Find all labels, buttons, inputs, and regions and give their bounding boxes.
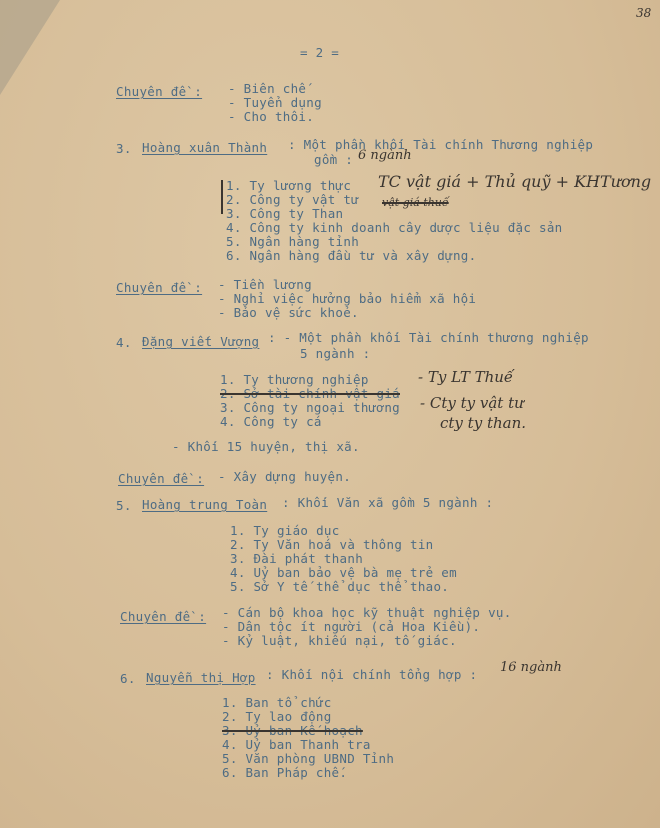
topic-label: Chuyên đề : <box>120 609 207 624</box>
handwritten-note: cty ty than. <box>440 414 527 432</box>
list-item: 5. Ngân hàng tỉnh <box>226 234 360 249</box>
topic-label: Chuyên đề : <box>116 280 203 295</box>
topic-label: Chuyên đề : <box>116 84 203 99</box>
section-number: 5. <box>116 498 132 513</box>
page-mark: = 2 = <box>300 45 340 60</box>
list-item: 4. Uỷ ban Thanh tra <box>222 737 371 752</box>
topic-item: - Tuyển dụng <box>228 95 322 110</box>
section-description: : Khối nội chính tổng hợp : <box>266 667 478 682</box>
margin-bar <box>221 180 223 214</box>
list-item: 3. Công ty ngoại thương <box>220 400 400 415</box>
list-item: 4. Uỷ ban bảo vệ bà mẹ trẻ em <box>230 565 457 580</box>
list-item-struck: 2. Sở tài chính vật giá <box>220 386 400 401</box>
list-item: 6. Ngân hàng đầu tư và xây dựng. <box>226 248 477 263</box>
person-name: Hoàng trung Toàn <box>142 497 268 512</box>
list-item: 1. Ban tổ chức <box>222 695 332 710</box>
person-name: Hoàng xuân Thành <box>142 140 268 155</box>
list-item: 4. Công ty kinh doanh cây dược liệu đặc sản <box>226 220 563 235</box>
handwritten-note: - Ty LT Thuế <box>418 368 514 386</box>
section-description: : Một phần khối Tài chính Thương nghiệp <box>288 137 594 152</box>
handwritten-count: 16 ngành <box>500 660 562 675</box>
person-name: Đặng viết Vượng <box>142 334 260 349</box>
section-extra: - Khối 15 huyện, thị xã. <box>172 439 360 454</box>
list-item-struck: 3. Uỷ ban Kế hoạch <box>222 723 363 738</box>
page-number-handwritten: 38 <box>636 6 652 20</box>
section-number: 6. <box>120 671 136 686</box>
topic-item: - Cho thôi. <box>228 109 315 124</box>
list-item: 1. Ty giáo dục <box>230 523 340 538</box>
list-item: 1. Ty lương thực <box>226 178 352 193</box>
topic-item: - Biên chế <box>228 81 307 96</box>
section-description-2: 5 ngành : <box>300 346 371 361</box>
person-name: Nguyễn thị Hợp <box>146 670 256 685</box>
list-item: 2. Ty lao động <box>222 709 332 724</box>
handwritten-note: - Cty ty vật tư <box>420 394 524 412</box>
topic-item: - Nghỉ việc hưởng bảo hiểm xã hội <box>218 291 477 306</box>
topic-item: - Xây dựng huyện. <box>218 469 352 484</box>
list-item: 6. Ban Pháp chế. <box>222 765 348 780</box>
topic-item: - Cán bộ khoa học kỹ thuật nghiệp vụ. <box>222 605 512 620</box>
list-item: 3. Công ty Than <box>226 206 344 221</box>
section-number: 4. <box>116 335 132 350</box>
topic-item: - Tiền lương <box>218 277 312 292</box>
list-item: 2. Ty Văn hoá và thông tin <box>230 537 434 552</box>
section-number: 3. <box>116 141 132 156</box>
list-item: 3. Đài phát thanh <box>230 551 364 566</box>
list-item: 5. Sở Y tế thể dục thể thao. <box>230 579 450 594</box>
list-item: 1. Ty thương nghiệp <box>220 372 369 387</box>
list-item: 5. Văn phòng UBND Tỉnh <box>222 751 395 766</box>
topic-item: - Dân tộc ít người (cả Hoa Kiều). <box>222 619 481 634</box>
section-description: : Khối Văn xã gồm 5 ngành : <box>282 495 494 510</box>
list-item: 4. Công ty cá <box>220 414 322 429</box>
handwritten-count: 6 ngành <box>358 148 412 163</box>
paper-fold-corner <box>0 0 60 95</box>
topic-item: - Kỷ luật, khiếu nại, tố giác. <box>222 633 457 648</box>
section-description: : - Một phần khối Tài chính thương nghiệp <box>268 330 589 345</box>
topic-label: Chuyên đề : <box>118 471 205 486</box>
handwritten-note-struck: vật giá thuế <box>382 196 449 209</box>
list-item: 2. Công ty vật tư <box>226 192 360 207</box>
topic-item: - Bảo vệ sức khoẻ. <box>218 305 359 320</box>
handwritten-note: TC vật giá + Thủ quỹ + KHTương <box>378 172 652 191</box>
section-description-2: gồm : <box>314 152 354 167</box>
